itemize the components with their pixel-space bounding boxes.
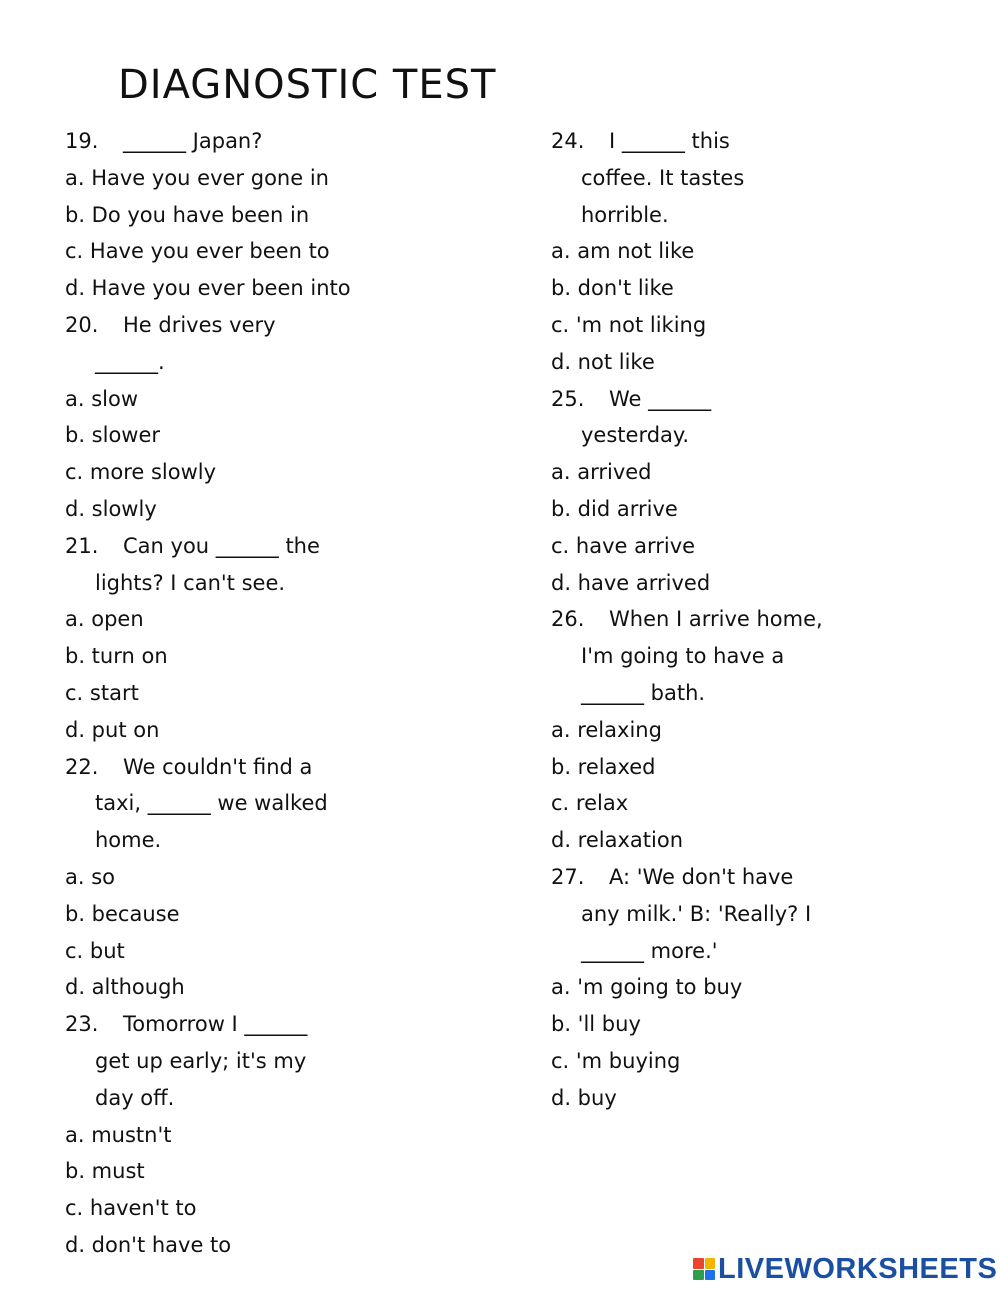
question-text: coffee. It tastes xyxy=(581,165,745,190)
answer-option[interactable]: a. Have you ever gone in xyxy=(65,165,329,190)
liveworksheets-logo[interactable] xyxy=(693,1254,997,1284)
answer-option[interactable]: b. turn on xyxy=(65,644,168,669)
answer-option[interactable]: d. although xyxy=(65,975,185,1000)
question-line xyxy=(551,859,951,896)
question-text: Tomorrow I ______ xyxy=(123,1012,308,1037)
answer-option[interactable]: d. have arrived xyxy=(551,570,711,595)
question-number: 27. xyxy=(551,864,585,889)
question-text: He drives very xyxy=(123,312,276,337)
question-text: taxi, ______ we walked xyxy=(95,791,328,816)
answer-option[interactable]: a. so xyxy=(65,864,116,889)
question-number: 19. xyxy=(65,129,99,153)
logo-square-icon xyxy=(705,1258,716,1269)
answer-option[interactable]: d. relaxation xyxy=(551,828,683,853)
question-text: day off. xyxy=(95,1085,175,1110)
question-line xyxy=(551,123,951,160)
question-text: ______ bath. xyxy=(581,680,706,705)
answer-option[interactable]: d. not like xyxy=(551,349,655,374)
question-line xyxy=(65,1043,505,1080)
logo-square-icon xyxy=(705,1270,716,1281)
question-number: 24. xyxy=(551,129,585,153)
question-line xyxy=(65,785,505,822)
answer-option[interactable]: c. have arrive xyxy=(551,533,696,558)
answer-option[interactable]: a. am not like xyxy=(551,239,695,264)
answer-option[interactable]: d. don't have to xyxy=(65,1232,232,1257)
question-line xyxy=(551,197,951,234)
question-line xyxy=(551,417,951,454)
question-number: 23. xyxy=(65,1012,99,1037)
question-line xyxy=(551,160,951,197)
question-text: A: 'We don't have xyxy=(609,864,794,889)
question-text: ______ more.' xyxy=(581,938,718,963)
answer-option[interactable]: a. 'm going to buy xyxy=(551,975,743,1000)
question-line xyxy=(551,601,951,638)
question-text: get up early; it's my xyxy=(95,1048,307,1073)
question-text: When I arrive home, xyxy=(609,607,823,632)
question-text: I ______ this xyxy=(609,129,730,153)
question-text: lights? I can't see. xyxy=(95,570,286,595)
logo-mark-icon xyxy=(693,1258,715,1280)
answer-option[interactable]: a. mustn't xyxy=(65,1122,172,1147)
answer-option[interactable]: c. relax xyxy=(551,791,629,816)
question-line xyxy=(551,638,951,675)
question-line xyxy=(551,933,951,970)
question-line xyxy=(65,528,505,565)
answer-option[interactable]: d. Have you ever been into xyxy=(65,276,351,301)
question-text: home. xyxy=(95,828,162,853)
answer-option[interactable]: c. 'm not liking xyxy=(551,312,707,337)
question-line xyxy=(65,123,505,160)
answer-option[interactable]: a. relaxing xyxy=(551,717,662,742)
question-text: Can you ______ the xyxy=(123,533,320,558)
question-line xyxy=(65,344,505,381)
question-line xyxy=(65,822,505,859)
answer-option[interactable]: b. relaxed xyxy=(551,754,656,779)
question-text: We couldn't find a xyxy=(123,754,313,779)
question-text: ______. xyxy=(95,349,165,374)
answer-option[interactable]: a. slow xyxy=(65,386,139,411)
question-text: ______ Japan? xyxy=(123,129,263,153)
question-text: yesterday. xyxy=(581,423,690,448)
logo-text: LIVEWORKSHEETS xyxy=(718,1253,998,1285)
answer-option[interactable]: a. open xyxy=(65,607,144,632)
question-line xyxy=(65,1006,505,1043)
answer-option[interactable]: a. arrived xyxy=(551,460,652,485)
answer-option[interactable]: b. must xyxy=(65,1159,145,1184)
answer-option[interactable]: c. but xyxy=(65,938,125,963)
question-line xyxy=(551,381,951,418)
page-title: DIAGNOSTIC TEST xyxy=(118,62,497,108)
question-line xyxy=(551,896,951,933)
answer-option[interactable]: d. slowly xyxy=(65,496,157,521)
answer-option[interactable]: b. 'll buy xyxy=(551,1012,641,1037)
answer-option[interactable]: d. put on xyxy=(65,717,160,742)
answer-option[interactable]: c. 'm buying xyxy=(551,1048,681,1073)
logo-square-icon xyxy=(693,1270,704,1281)
question-number: 21. xyxy=(65,533,99,558)
answer-option[interactable]: c. Have you ever been to xyxy=(65,239,330,264)
answer-option[interactable]: b. slower xyxy=(65,423,161,448)
answer-option[interactable]: b. because xyxy=(65,901,180,926)
answer-option[interactable]: b. Do you have been in xyxy=(65,202,310,227)
question-text: We ______ xyxy=(609,386,712,411)
answer-option[interactable]: b. don't like xyxy=(551,276,674,301)
question-line xyxy=(65,749,505,786)
question-line xyxy=(65,307,505,344)
question-line xyxy=(551,675,951,712)
question-number: 20. xyxy=(65,312,99,337)
question-line xyxy=(65,1080,505,1117)
right-question-column xyxy=(551,123,951,1117)
left-question-column xyxy=(65,123,505,1264)
question-number: 25. xyxy=(551,386,585,411)
question-text: horrible. xyxy=(581,202,669,227)
question-text: any milk.' B: 'Really? I xyxy=(581,901,812,926)
answer-option[interactable]: c. haven't to xyxy=(65,1196,197,1221)
answer-option[interactable]: c. start xyxy=(65,680,139,705)
answer-option[interactable]: c. more slowly xyxy=(65,460,217,485)
answer-option[interactable]: b. did arrive xyxy=(551,496,678,521)
question-number: 22. xyxy=(65,754,99,779)
question-text: I'm going to have a xyxy=(581,644,785,669)
question-number: 26. xyxy=(551,607,585,632)
answer-option[interactable]: d. buy xyxy=(551,1085,617,1110)
question-line xyxy=(65,565,505,602)
logo-square-icon xyxy=(693,1258,704,1269)
